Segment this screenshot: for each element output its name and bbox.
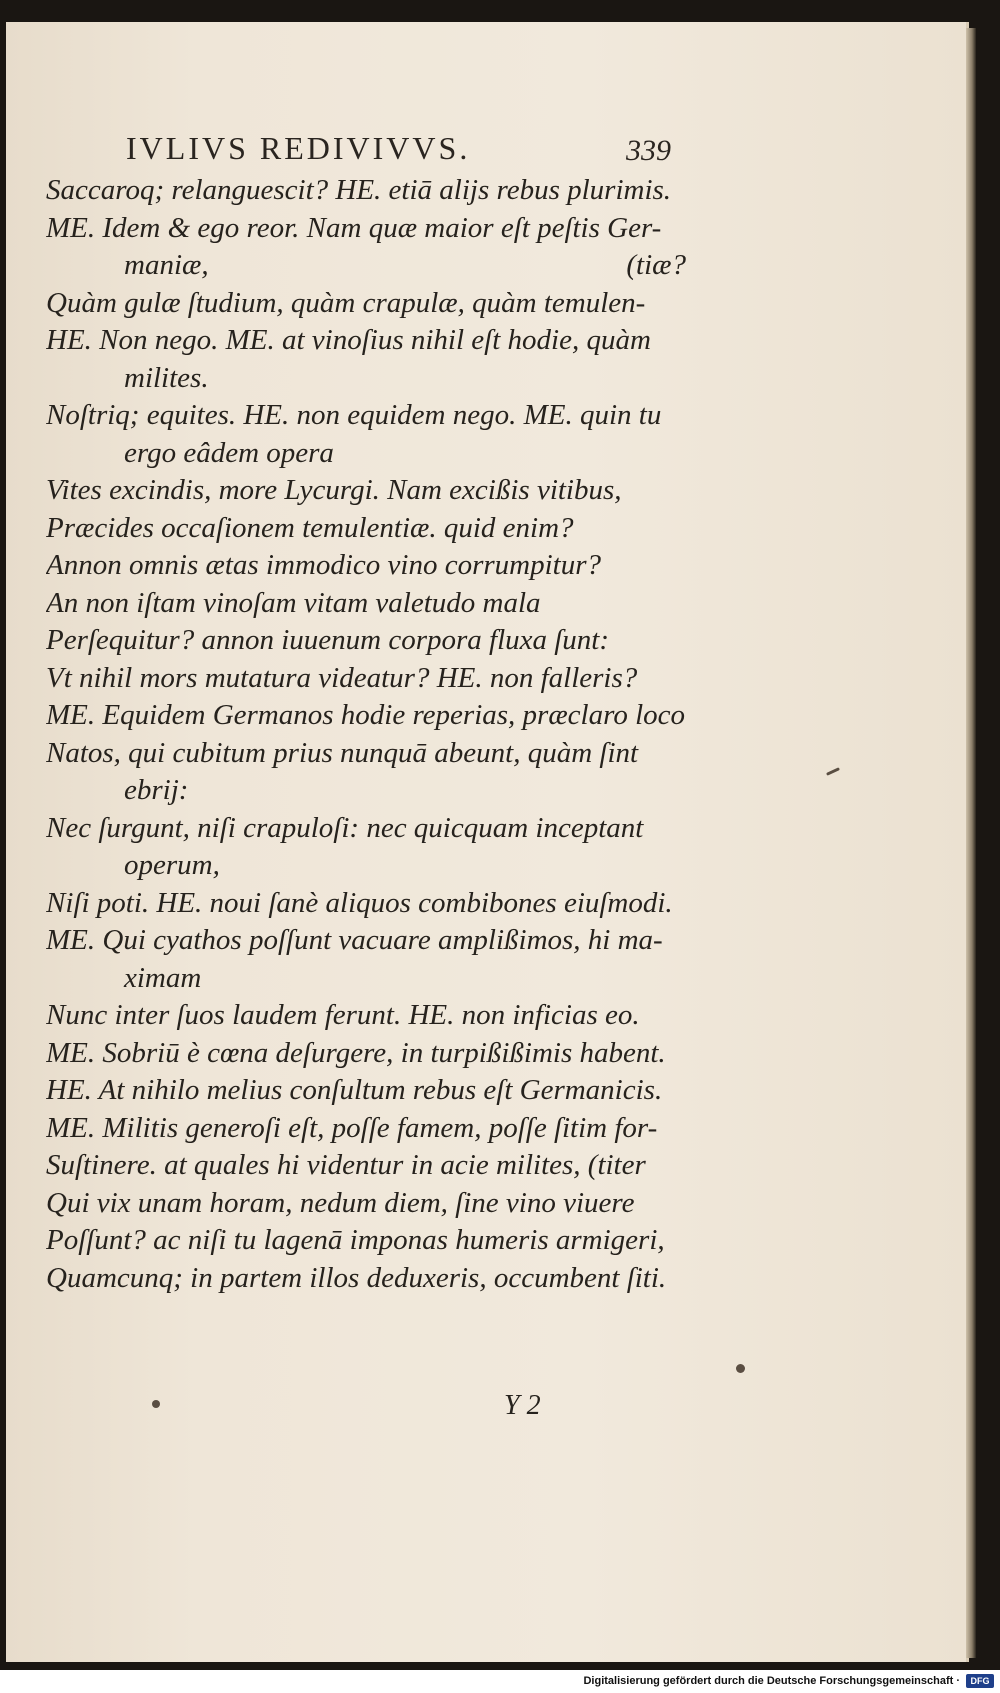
text-line: Quamcunq; in partem illos deduxeris, occumbent ſiti. <box>46 1261 667 1294</box>
text-line: ME. Sobriū è cœna deſurgere, in turpißißimis habent. <box>46 1036 666 1069</box>
text-line-right: (tiæ? <box>626 249 686 281</box>
text-line: Præcides occaſionem temulentiæ. quid enim? <box>46 511 574 544</box>
text-line: An non iſtam vinoſam vitam valetudo mala <box>46 586 541 619</box>
page-edge <box>966 28 976 1658</box>
text-line: ME. Qui cyathos poſſunt vacuare amplißimos, hi ma- <box>46 924 663 956</box>
text-line <box>46 247 686 285</box>
ink-spot <box>152 1400 160 1408</box>
text-line: Vt nihil mors mutatura videatur? HE. non falleris? <box>46 661 638 694</box>
text-line: Perſequitur? annon iuuenum corpora fluxa ſunt: <box>46 624 610 656</box>
text-line: milites. <box>124 361 209 394</box>
signature-mark: Y 2 <box>504 1390 541 1421</box>
text-line: ME. Idem & ego reor. Nam quæ maior eſt peſtis Ger- <box>46 211 662 244</box>
text-line: Saccaroq; relanguescit? HE. etiā aliјs rebus plurimis. <box>46 174 672 206</box>
text-line: Suſtinere. at quales hi videntur in acie milites, (titer <box>46 1149 646 1181</box>
text-line: ergo eâdem opera <box>124 436 334 469</box>
footer-bar <box>0 1672 1000 1693</box>
ink-spot <box>826 767 840 776</box>
text-line: Natos, qui cubitum prius nunquā abeunt, quàm ſint <box>46 736 639 769</box>
text-line: ME. Militis generoſi eſt, poſſe famem, poſſe ſitim for- <box>46 1111 658 1144</box>
book-page <box>6 22 969 1662</box>
ink-spot <box>736 1364 745 1373</box>
text-line: operum, <box>124 849 220 881</box>
text-line: ebrij: <box>124 774 189 806</box>
text-line-main: maniæ, <box>124 249 209 281</box>
text-line: Vites excindis, more Lycurgi. Nam excißis vitibus, <box>46 474 622 506</box>
text-line: Qui vix unam horam, nedum diem, ſine vino viuere <box>46 1186 635 1219</box>
text-line: Quàm gulæ ſtudium, quàm crapulæ, quàm temulen- <box>46 286 646 319</box>
dfg-logo-icon: DFG <box>966 1674 994 1688</box>
text-line: Noſtriq; equites. HE. non equidem nego. ME. quin tu <box>46 399 662 431</box>
text-line: Nec ſurgunt, niſi crapuloſi: nec quicquam inceptant <box>46 811 644 844</box>
text-line: HE. At nihilo melius conſultum rebus eſt Germanicis. <box>46 1074 663 1106</box>
text-line: ME. Equidem Germanos hodie reperias, præclaro loco <box>46 699 685 731</box>
text-line: HE. Non nego. ME. at vinoſius nihil eſt hodie, quàm <box>46 324 651 356</box>
running-head-title: IVLIVS REDIVIVVS. <box>126 130 471 166</box>
text-line: Poſſunt? ac niſi tu lagenā imponas humeris armigeri, <box>46 1224 665 1256</box>
page-number: 339 <box>626 134 671 167</box>
text-line: Niſi poti. HE. noui ſanè aliquos combibones eiuſmodi. <box>46 886 673 919</box>
text-line: ximam <box>124 961 202 994</box>
running-head <box>126 122 706 172</box>
footer-credit: Digitalisierung gefördert durch die Deutsche Forschungsgemeinschaft · <box>583 1675 960 1687</box>
text-line: Nunc inter ſuos laudem ferunt. HE. non inficias eo. <box>46 999 640 1031</box>
text-block <box>46 172 686 1297</box>
text-line: Annon omnis ætas immodico vino corrumpitur? <box>46 549 602 581</box>
